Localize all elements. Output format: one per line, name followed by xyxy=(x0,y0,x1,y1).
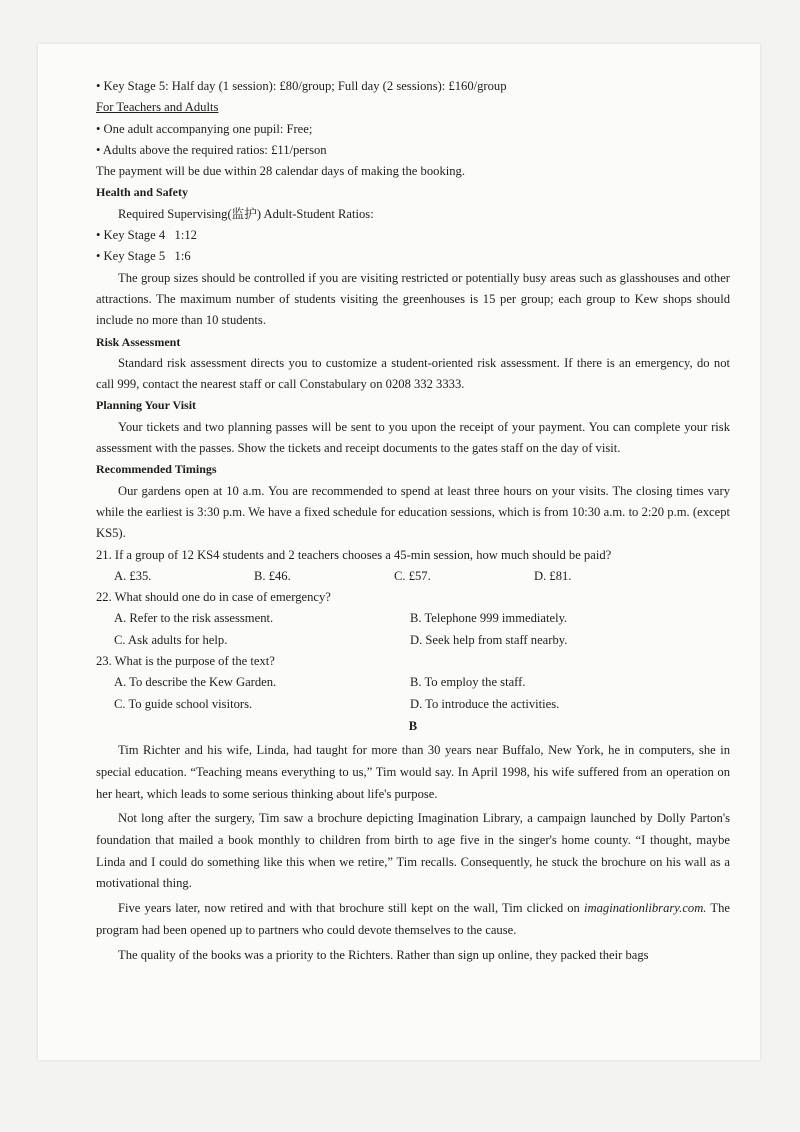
question-22-options-row xyxy=(96,608,730,629)
payment-note: The payment will be due within 28 calendar days of making the booking. xyxy=(96,164,465,179)
option-b[interactable]: B. Telephone 999 immediately. xyxy=(410,611,568,626)
risk-paragraph: Standard risk assessment directs you to customize a student-oriented risk assessment. If there is an emergency, do not call 999, contact the nearest staff or call Constabulary on 0208 332 3333. xyxy=(96,355,730,392)
timings-paragraph: Our gardens open at 10 a.m. You are recommended to spend at least three hours on your visits. The closing times vary while the earliest is 3:30 p.m. We have a fixed schedule for education sessions, which is from 10:30 a.m. to 2:20 p.m. (except KS5). xyxy=(96,483,730,541)
passage-text: Five years later, now retired and with that brochure still kept on the wall, Tim clicked on xyxy=(118,901,585,916)
teachers-heading: For Teachers and Adults xyxy=(96,100,219,115)
passage-b xyxy=(96,740,730,966)
option-a[interactable]: A. To describe the Kew Garden. xyxy=(114,675,277,690)
question-21-options xyxy=(96,566,730,587)
passage-paragraph xyxy=(96,898,730,941)
question-22-stem: 22. What should one do in case of emergency? xyxy=(96,590,331,605)
option-c[interactable]: C. Ask adults for help. xyxy=(114,632,228,647)
section-b-label: B xyxy=(408,718,418,733)
question-23-options-row xyxy=(96,694,730,715)
option-c[interactable]: C. To guide school visitors. xyxy=(114,696,253,711)
option-a[interactable]: A. £35. xyxy=(114,568,152,583)
option-d[interactable]: D. To introduce the activities. xyxy=(410,696,560,711)
passage-paragraph: Not long after the surgery, Tim saw a brochure depicting Imagination Library, a campaign launched by Dolly Parton's foundation that mailed a book monthly to children from birth to age five in the singer's home county. “I thought, maybe Linda and I could do something like this when we retire,” Tim recalls. Consequently, he stuck the brochure on his wall as a motivational thing. xyxy=(96,811,730,891)
teacher-fee-item: • Adults above the required ratios: £11/person xyxy=(96,142,327,157)
passage-paragraph: The quality of the books was a priority to the Richters. Rather than sign up online, they packed their bags xyxy=(118,947,649,962)
option-c[interactable]: C. £57. xyxy=(394,568,431,583)
planning-paragraph: Your tickets and two planning passes will be sent to you upon the receipt of your payment. You can complete your risk assessment with the passes. Show the tickets and receipt documents to the gates staff on the day of visit. xyxy=(96,419,730,456)
website-link: imaginationlibrary.com. xyxy=(584,901,707,916)
passage-text: The program had been opened up to partners who could devote themselves to the cause. xyxy=(96,901,730,937)
passage-paragraph: Tim Richter and his wife, Linda, had taught for more than 30 years near Buffalo, New York, he in computers, she in special education. “Teaching means everything to us,” Tim would say. In April 1998, his wife suffered from an operation on her heart, which leads to some serious thinking about life's purpose. xyxy=(96,743,730,801)
option-b[interactable]: B. £46. xyxy=(254,568,291,583)
option-a[interactable]: A. Refer to the risk assessment. xyxy=(114,611,274,626)
option-b[interactable]: B. To employ the staff. xyxy=(410,675,526,690)
question-22-options-row xyxy=(96,630,730,651)
exam-page xyxy=(38,44,760,1060)
page-content xyxy=(96,76,730,969)
risk-heading: Risk Assessment xyxy=(96,334,181,349)
health-heading: Health and Safety xyxy=(96,185,189,200)
timings-heading: Recommended Timings xyxy=(96,462,217,477)
ratio-item: • Key Stage 5 1:6 xyxy=(96,249,191,264)
planning-heading: Planning Your Visit xyxy=(96,398,197,413)
ratios-label: Required Supervising(监护) Adult-Student Ratios: xyxy=(118,206,374,221)
option-d[interactable]: D. £81. xyxy=(534,568,572,583)
question-23-options-row xyxy=(96,672,730,693)
ratio-item: • Key Stage 4 1:12 xyxy=(96,228,197,243)
option-d[interactable]: D. Seek help from staff nearby. xyxy=(410,632,568,647)
teacher-fee-item: • One adult accompanying one pupil: Free; xyxy=(96,121,313,136)
question-21-stem: 21. If a group of 12 KS4 students and 2 teachers chooses a 45-min session, how much should be paid? xyxy=(96,547,612,562)
fee-ks5: • Key Stage 5: Half day (1 session): £80/group; Full day (2 sessions): £160/group xyxy=(96,79,507,93)
health-paragraph: The group sizes should be controlled if you are visiting restricted or potentially busy areas such as glasshouses and other attractions. The maximum number of students visiting the greenhouses is 15 per group; each group to Kew shops should include no more than 10 students. xyxy=(96,270,730,328)
question-23-stem: 23. What is the purpose of the text? xyxy=(96,654,275,669)
